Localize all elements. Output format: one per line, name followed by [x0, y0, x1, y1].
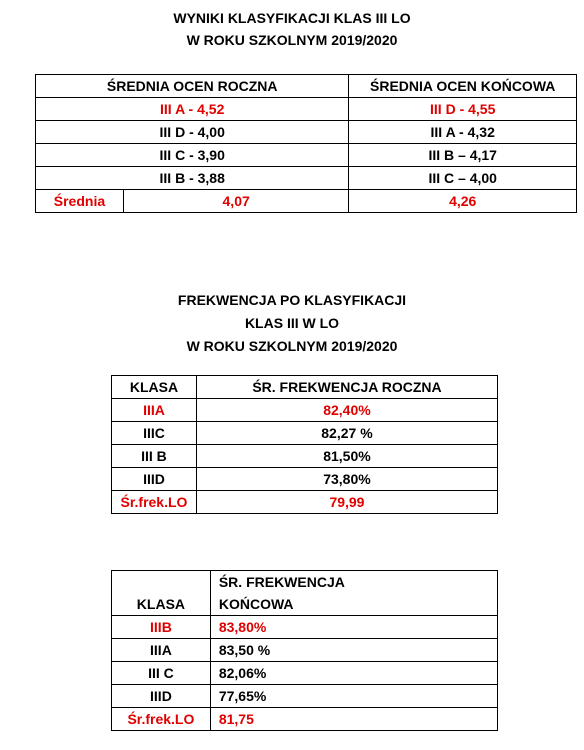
- section1-title-line2: W ROKU SZKOLNYM 2019/2020: [186, 32, 398, 48]
- average-attendance-label: Śr.frek.LO: [112, 708, 211, 731]
- class-cell: III B: [112, 445, 197, 468]
- section2-title-line2: KLAS III W LO: [244, 315, 340, 331]
- grades-table: [35, 74, 577, 213]
- header-final-attendance-line2: KOŃCOWA: [218, 596, 294, 612]
- annual-average-cell: III A - 4,52: [36, 98, 349, 121]
- average-attendance-label: Śr.frek.LO: [112, 491, 197, 514]
- header-final-average: ŚREDNIA OCEN KOŃCOWA: [349, 75, 577, 98]
- average-attendance-value: 81,75: [210, 708, 497, 731]
- final-average-cell: III C – 4,00: [349, 167, 577, 190]
- class-cell: IIIC: [112, 422, 197, 445]
- annual-attendance-table: [111, 375, 498, 514]
- average-label: Średnia: [36, 190, 124, 213]
- attendance-cell: 81,50%: [196, 445, 497, 468]
- average-attendance-value: 79,99: [196, 491, 497, 514]
- final-overall-average: 4,26: [349, 190, 577, 213]
- final-attendance-table: [111, 570, 498, 731]
- attendance-cell: 73,80%: [196, 468, 497, 491]
- annual-average-cell: III D - 4,00: [36, 121, 349, 144]
- class-cell: IIID: [112, 468, 197, 491]
- header-annual-average: ŚREDNIA OCEN ROCZNA: [36, 75, 349, 98]
- attendance-cell: 83,50 %: [210, 639, 497, 662]
- class-cell: III C: [112, 662, 211, 685]
- section2-title-line1: FREKWENCJA PO KLASYFIKACJI: [177, 292, 407, 308]
- attendance-cell: 82,06%: [210, 662, 497, 685]
- section1-title-line1: WYNIKI KLASYFIKACJI KLAS III LO: [173, 10, 411, 26]
- class-cell: IIIA: [112, 639, 211, 662]
- header-final-attendance: [210, 571, 497, 616]
- attendance-cell: 83,80%: [210, 616, 497, 639]
- annual-average-cell: III C - 3,90: [36, 144, 349, 167]
- attendance-cell: 77,65%: [210, 685, 497, 708]
- class-cell: IIID: [112, 685, 211, 708]
- final-average-cell: III A - 4,32: [349, 121, 577, 144]
- final-average-cell: III B – 4,17: [349, 144, 577, 167]
- header-class: KLASA: [112, 571, 211, 616]
- final-average-cell: III D - 4,55: [349, 98, 577, 121]
- header-annual-attendance: ŚR. FREKWENCJA ROCZNA: [196, 376, 497, 399]
- attendance-cell: 82,27 %: [196, 422, 497, 445]
- class-cell: IIIA: [112, 399, 197, 422]
- header-class: KLASA: [112, 376, 197, 399]
- header-final-attendance-line1: ŚR. FREKWENCJA: [218, 574, 345, 590]
- annual-average-cell: III B - 3,88: [36, 167, 349, 190]
- class-cell: IIIB: [112, 616, 211, 639]
- section2-title-line3: W ROKU SZKOLNYM 2019/2020: [186, 338, 398, 354]
- annual-overall-average: 4,07: [123, 190, 348, 213]
- attendance-cell: 82,40%: [196, 399, 497, 422]
